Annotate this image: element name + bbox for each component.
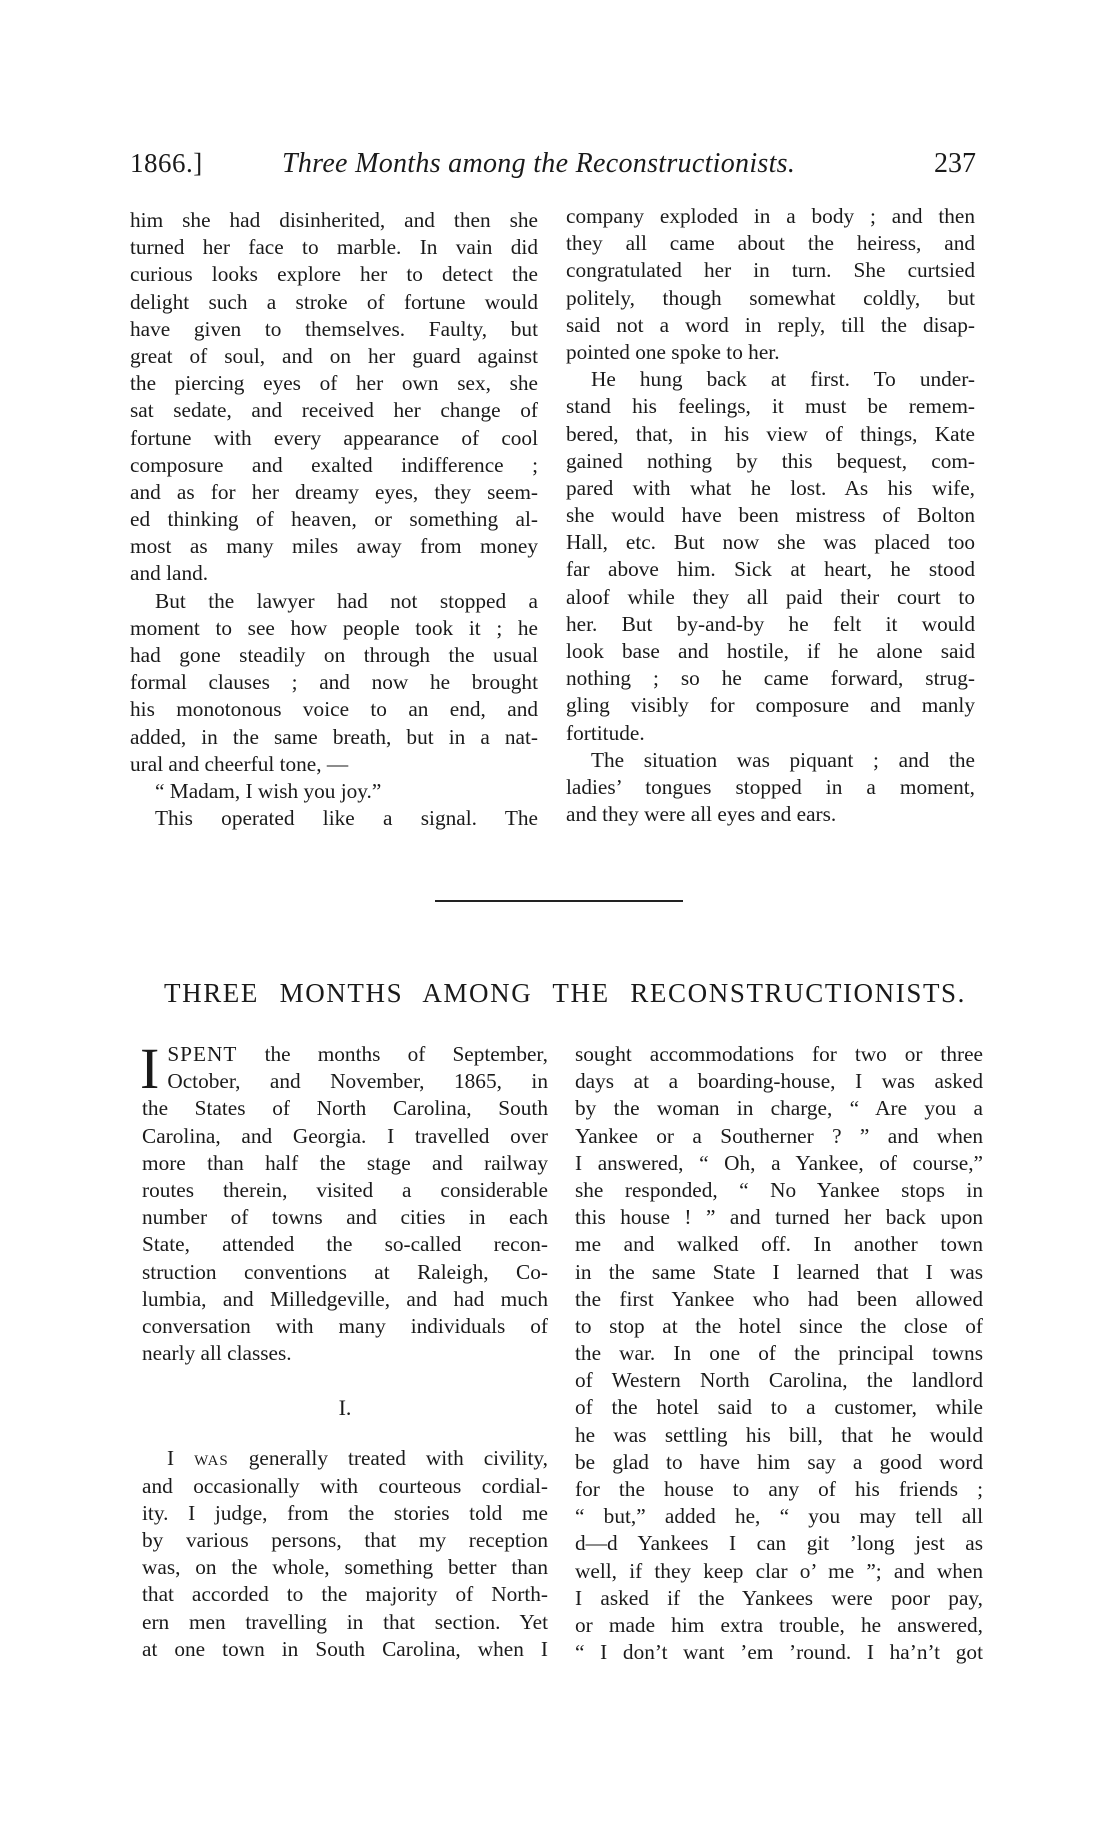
text-line: of the hotel said to a customer, while xyxy=(575,1395,983,1420)
text-line: Hall, etc. But now she was placed too xyxy=(566,530,975,555)
text-line: him she had disinherited, and then she xyxy=(130,208,538,232)
article-left-column xyxy=(140,1036,548,1663)
text-line: and as for her dreamy eyes, they seem- xyxy=(130,479,538,504)
text-line: bered, that, in his view of things, Kate xyxy=(566,421,975,446)
text-line: number of towns and cities in each xyxy=(142,1205,548,1230)
text-line xyxy=(142,1445,548,1472)
text-line: But the lawyer had not stopped a xyxy=(155,588,538,613)
text-line: This operated like a signal. The xyxy=(155,806,538,831)
text-line: “ Madam, I wish you joy.” xyxy=(155,778,382,803)
text-line: he was settling his bill, that he would xyxy=(575,1422,983,1447)
text-line: stand his feelings, it must be remem- xyxy=(566,394,975,419)
text-line: her. But by-and-by he felt it would xyxy=(566,611,975,636)
text-line: far above him. Sick at heart, he stood xyxy=(566,557,975,582)
text-line: delight such a stroke of fortune would xyxy=(130,289,538,314)
text-line: the States of North Carolina, South xyxy=(142,1096,548,1121)
text-line: more than half the stage and railway xyxy=(142,1150,548,1175)
text-line: to stop at the hotel since the close of xyxy=(575,1313,983,1338)
text-line: she would have been mistress of Bolton xyxy=(566,503,975,528)
text-line: routes therein, visited a considerable xyxy=(142,1177,548,1202)
text-line: said not a word in reply, till the disap- xyxy=(566,312,975,337)
text-line: for the house to any of his friends ; xyxy=(575,1477,983,1501)
text-line: composure and exalted indifference ; xyxy=(130,452,538,477)
text-line: moment to see how people took it ; he xyxy=(130,615,538,640)
running-head-title: Three Months among the Reconstructionists. xyxy=(282,148,796,179)
text-line: at one town in South Carolina, when I xyxy=(142,1636,548,1661)
text-line: look base and hostile, if he alone said xyxy=(566,639,975,663)
article-right-column xyxy=(575,1041,983,1666)
running-head-year: 1866.] xyxy=(130,148,203,178)
text-line: of Western North Carolina, the landlord xyxy=(575,1368,983,1393)
text-line: ern men travelling in that section. Yet xyxy=(142,1609,548,1634)
article-title: THREE MONTHS AMONG THE RECONSTRUCTIONISTS. xyxy=(164,978,966,1008)
text-line: fortitude. xyxy=(566,720,645,745)
text-line: pared with what he lost. As his wife, xyxy=(566,475,975,500)
text-fragment: generally treated with civility, xyxy=(248,1446,548,1471)
text-line: sought accommodations for two or three xyxy=(575,1042,983,1066)
text-line: ural and cheerful tone, — xyxy=(130,751,349,776)
text-line: have given to themselves. Faulty, but xyxy=(130,316,538,341)
text-line: by various persons, that my reception xyxy=(142,1528,548,1552)
text-line: most as many miles away from money xyxy=(130,534,538,559)
text-line: “ I don’t want ’em ’round. I ha’n’t got xyxy=(575,1640,983,1665)
text-line: formal clauses ; and now he brought xyxy=(130,670,538,695)
text-line: his monotonous voice to an end, and xyxy=(130,697,538,722)
text-line: nearly all classes. xyxy=(142,1341,292,1366)
text-line: they all came about the heiress, and xyxy=(566,231,975,256)
text-line: the first Yankee who had been allowed xyxy=(575,1286,983,1311)
text-line: had gone steadily on through the usual xyxy=(130,643,538,667)
text-line: politely, though somewhat coldly, but xyxy=(566,285,975,310)
text-line: pointed one spoke to her. xyxy=(566,339,780,364)
text-line: fortune with every appearance of cool xyxy=(130,425,538,450)
section-separator-rule xyxy=(435,900,683,902)
text-line: me and walked off. In another town xyxy=(575,1232,983,1257)
text-line: struction conventions at Raleigh, Co- xyxy=(142,1259,548,1284)
text-line: nothing ; so he came forward, strug- xyxy=(566,666,975,691)
previous-story-right-column xyxy=(566,203,975,828)
text-line: gling visibly for composure and manly xyxy=(566,693,975,718)
text-line: d—d Yankees I can git ’long jest as xyxy=(575,1531,983,1556)
running-head xyxy=(130,148,976,188)
text-line: that accorded to the majority of North- xyxy=(142,1582,548,1607)
text-line: in the same State I learned that I was xyxy=(575,1259,983,1284)
text-line: The situation was piquant ; and the xyxy=(591,747,975,772)
text-line: the piercing eyes of her own sex, she xyxy=(130,371,538,396)
text-line: she responded, “ No Yankee stops in xyxy=(575,1177,983,1202)
text-line: aloof while they all paid their court to xyxy=(566,584,975,609)
text-line: Carolina, and Georgia. I travelled over xyxy=(142,1123,548,1148)
text-line: conversation with many individuals of xyxy=(142,1313,548,1338)
text-line: well, if they keep clar o’ me ”; and when xyxy=(575,1558,983,1583)
text-line: turned her face to marble. In vain did xyxy=(130,235,538,260)
text-line: ed thinking of heaven, or something al- xyxy=(130,507,538,532)
text-line: Yankee or a Southerner ? ” and when xyxy=(575,1123,983,1148)
text-line: ity. I judge, from the stories told me xyxy=(142,1500,548,1525)
text-line: sat sedate, and received her change of xyxy=(130,398,538,423)
text-line: lumbia, and Milledgeville, and had much xyxy=(142,1286,548,1311)
drop-cap: I xyxy=(140,1036,160,1101)
text-line: I asked if the Yankees were poor pay, xyxy=(575,1585,983,1610)
text-line: and they were all eyes and ears. xyxy=(566,802,837,827)
text-line: or made him extra trouble, he answered, xyxy=(575,1612,983,1637)
text-line: this house ! ” and turned her back upon xyxy=(575,1205,983,1230)
text-line: be glad to have him say a good word xyxy=(575,1449,983,1474)
text-line: days at a boarding-house, I was asked xyxy=(575,1069,983,1094)
lead-in: I xyxy=(167,1446,175,1471)
text-line: by the woman in charge, “ Are you a xyxy=(575,1096,983,1121)
text-line: October, and November, 1865, in xyxy=(167,1069,548,1094)
text-line: He hung back at first. To under- xyxy=(591,367,975,392)
text-line: “ but,” added he, “ you may tell all xyxy=(575,1504,983,1529)
text-line: added, in the same breath, but in a nat- xyxy=(130,724,538,749)
previous-story-left-column xyxy=(130,207,538,832)
lead-in-smallcaps: was xyxy=(194,1446,229,1471)
text-line: company exploded in a body ; and then xyxy=(566,204,975,228)
opening-word: SPENT xyxy=(167,1042,238,1066)
text-line: I answered, “ Oh, a Yankee, of course,” xyxy=(575,1150,983,1175)
section-number: I. xyxy=(338,1395,352,1421)
text-line: the war. In one of the principal towns xyxy=(575,1341,983,1366)
page-number: 237 xyxy=(934,148,976,179)
text-fragment: the months of September, xyxy=(264,1042,548,1066)
text-line: great of soul, and on her guard against xyxy=(130,343,538,368)
text-line: and occasionally with courteous cordial- xyxy=(142,1473,548,1498)
text-line xyxy=(142,1041,548,1068)
text-line: and land. xyxy=(130,561,209,586)
text-line: State, attended the so-called recon- xyxy=(142,1232,548,1257)
text-line: gained nothing by this bequest, com- xyxy=(566,448,975,473)
text-line: curious looks explore her to detect the xyxy=(130,262,538,287)
text-line: congratulated her in turn. She curtsied xyxy=(566,258,975,283)
text-line: was, on the whole, something better than xyxy=(142,1555,548,1580)
text-line: ladies’ tongues stopped in a moment, xyxy=(566,774,975,799)
